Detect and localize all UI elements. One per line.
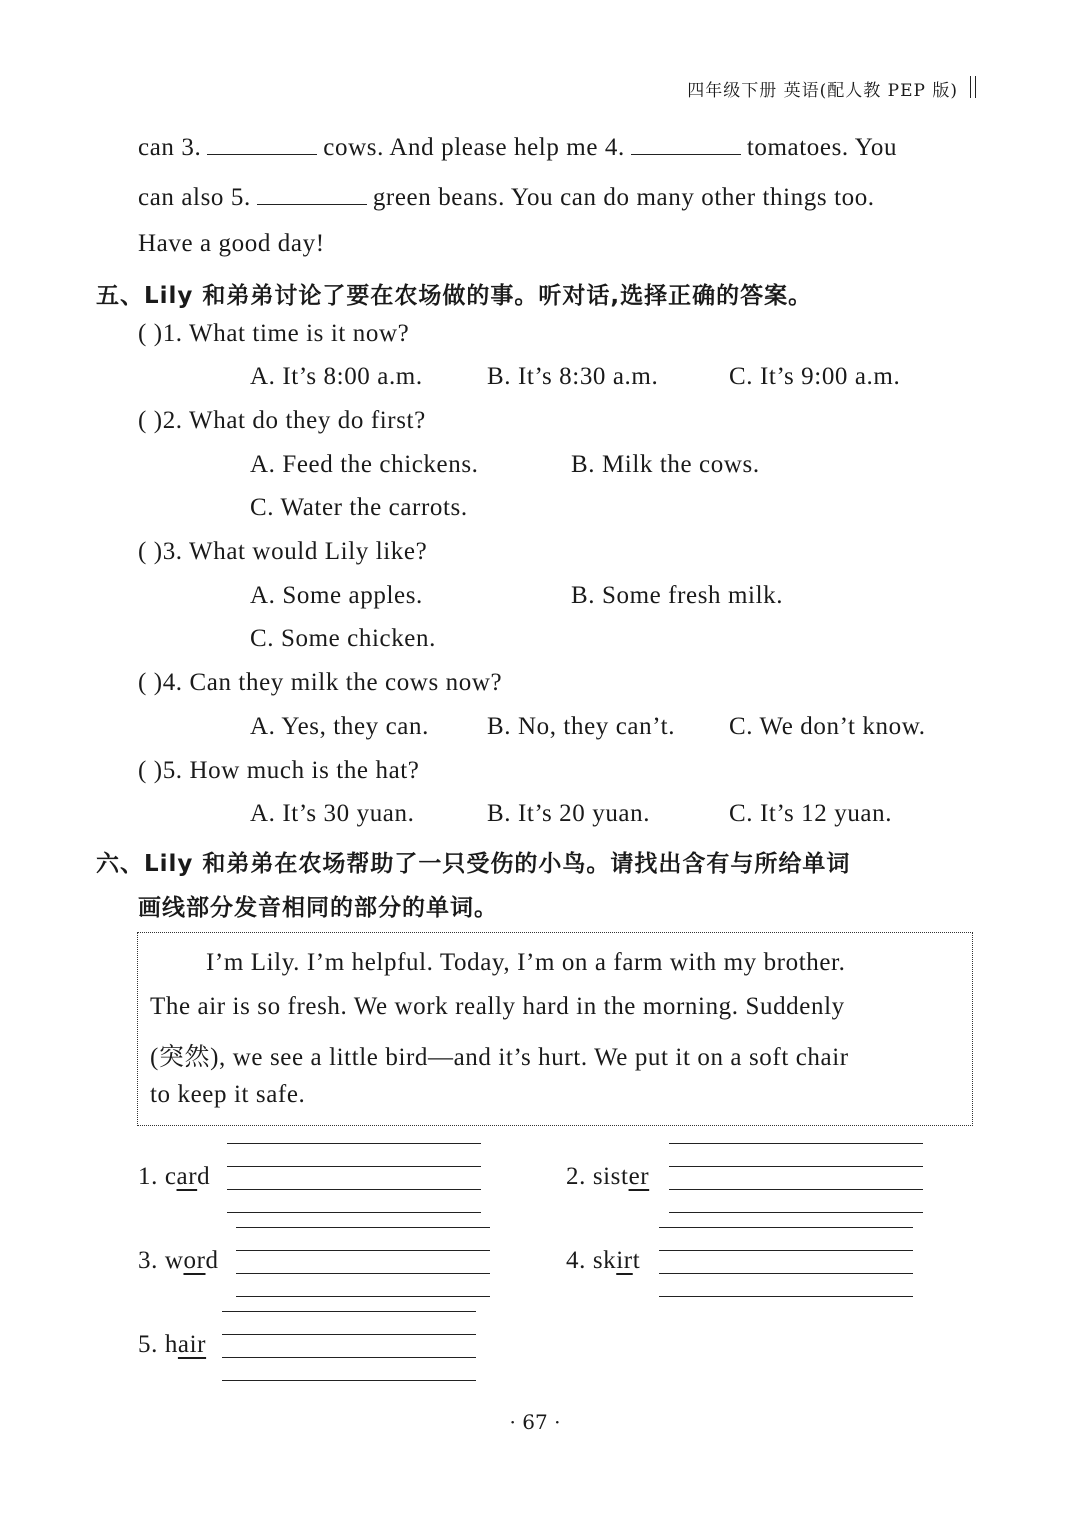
word-5 — [138, 1331, 206, 1359]
page-number: · 67 · — [509, 1410, 561, 1434]
question-4-stem: ( )4. Can they milk the cows now? — [138, 669, 503, 696]
answer-line[interactable] — [669, 1143, 923, 1144]
box-line-1: I’m Lily. I’m helpful. Today, I’m on a farm with my brother. — [206, 949, 846, 976]
header-divider — [970, 76, 976, 98]
q4-option-b[interactable]: B. No, they can’t. — [487, 713, 676, 740]
q1-option-b[interactable]: B. It’s 8:30 a.m. — [487, 363, 659, 390]
answer-line[interactable] — [222, 1357, 476, 1358]
q5-option-a[interactable]: A. It’s 30 yuan. — [250, 800, 415, 827]
passage-text: cows. And please help me 4. — [323, 134, 625, 161]
word-part: c — [164, 1163, 177, 1190]
word-part: d — [205, 1247, 219, 1274]
passage-line-3: Have a good day! — [138, 230, 325, 257]
blank-4[interactable] — [631, 134, 741, 155]
answer-line[interactable] — [669, 1189, 923, 1190]
word-number: 5. — [138, 1331, 165, 1358]
answer-line[interactable] — [236, 1250, 490, 1251]
answer-line[interactable] — [669, 1212, 923, 1213]
q3-option-a[interactable]: A. Some apples. — [250, 582, 423, 609]
passage-text: tomatoes. You — [746, 134, 898, 161]
answer-line[interactable] — [222, 1380, 476, 1381]
underlined-part: air — [177, 1331, 207, 1358]
word-part: sist — [592, 1163, 629, 1190]
reading-passage-box — [137, 932, 973, 1126]
q4-option-c[interactable]: C. We don’t know. — [729, 713, 926, 740]
q2-option-b[interactable]: B. Milk the cows. — [571, 451, 760, 478]
word-part: d — [197, 1163, 211, 1190]
word-number: 1. — [138, 1163, 165, 1190]
q1-option-a[interactable]: A. It’s 8:00 a.m. — [250, 363, 423, 390]
answer-line[interactable] — [669, 1166, 923, 1167]
q5-option-c[interactable]: C. It’s 12 yuan. — [729, 800, 893, 827]
passage-text: green beans. You can do many other things too. — [372, 184, 875, 211]
question-5-stem: ( )5. How much is the hat? — [138, 757, 420, 784]
passage-text: can 3. — [138, 134, 202, 161]
box-line-4: to keep it safe. — [150, 1081, 306, 1108]
q3-option-b[interactable]: B. Some fresh milk. — [571, 582, 784, 609]
answer-line[interactable] — [227, 1166, 481, 1167]
word-number: 3. — [138, 1247, 165, 1274]
answer-line[interactable] — [227, 1189, 481, 1190]
answer-line[interactable] — [227, 1143, 481, 1144]
passage-line-2 — [138, 184, 875, 212]
underlined-part: ar — [176, 1163, 198, 1190]
blank-3[interactable] — [207, 134, 317, 155]
word-part: t — [632, 1247, 641, 1274]
question-3-stem: ( )3. What would Lily like? — [138, 538, 428, 565]
q1-option-c[interactable]: C. It’s 9:00 a.m. — [729, 363, 901, 390]
page-header: 四年级下册 英语(配人教 PEP 版) — [687, 81, 958, 101]
answer-line[interactable] — [222, 1311, 476, 1312]
word-number: 2. — [566, 1163, 593, 1190]
answer-line[interactable] — [659, 1296, 913, 1297]
q2-option-a[interactable]: A. Feed the chickens. — [250, 451, 479, 478]
word-2 — [566, 1163, 649, 1191]
passage-line-1 — [138, 134, 897, 162]
answer-line[interactable] — [659, 1250, 913, 1251]
word-3 — [138, 1247, 219, 1275]
answer-line[interactable] — [236, 1227, 490, 1228]
question-1-stem: ( )1. What time is it now? — [138, 320, 410, 347]
q5-option-b[interactable]: B. It’s 20 yuan. — [487, 800, 651, 827]
q3-option-c[interactable]: C. Some chicken. — [250, 625, 436, 652]
underlined-part: or — [183, 1247, 206, 1274]
answer-line[interactable] — [236, 1296, 490, 1297]
q2-option-c[interactable]: C. Water the carrots. — [250, 494, 468, 521]
underlined-part: ir — [616, 1247, 633, 1274]
answer-line[interactable] — [236, 1273, 490, 1274]
word-part: h — [164, 1331, 178, 1358]
word-part: sk — [592, 1247, 617, 1274]
answer-line[interactable] — [659, 1273, 913, 1274]
passage-text: can also 5. — [138, 184, 251, 211]
section-6-title-cont: 画线部分发音相同的部分的单词。 — [138, 895, 498, 921]
blank-5[interactable] — [257, 184, 367, 205]
answer-line[interactable] — [659, 1227, 913, 1228]
box-line-2: The air is so fresh. We work really hard in the morning. Suddenly — [150, 993, 845, 1020]
answer-line[interactable] — [222, 1334, 476, 1335]
q4-option-a[interactable]: A. Yes, they can. — [250, 713, 429, 740]
box-line-3: (突然), we see a little bird—and it’s hurt. We put it on a soft chair — [150, 1044, 849, 1071]
word-part: w — [164, 1247, 184, 1274]
question-2-stem: ( )2. What do they do first? — [138, 407, 426, 434]
section-5-title: 五、Lily 和弟弟讨论了要在农场做的事。听对话,选择正确的答案。 — [96, 283, 813, 309]
answer-line[interactable] — [227, 1212, 481, 1213]
word-4 — [566, 1247, 640, 1275]
section-6-title: 六、Lily 和弟弟在农场帮助了一只受伤的小鸟。请找出含有与所给单词 — [96, 851, 851, 877]
word-1 — [138, 1163, 210, 1191]
word-number: 4. — [566, 1247, 593, 1274]
underlined-part: er — [628, 1163, 650, 1190]
